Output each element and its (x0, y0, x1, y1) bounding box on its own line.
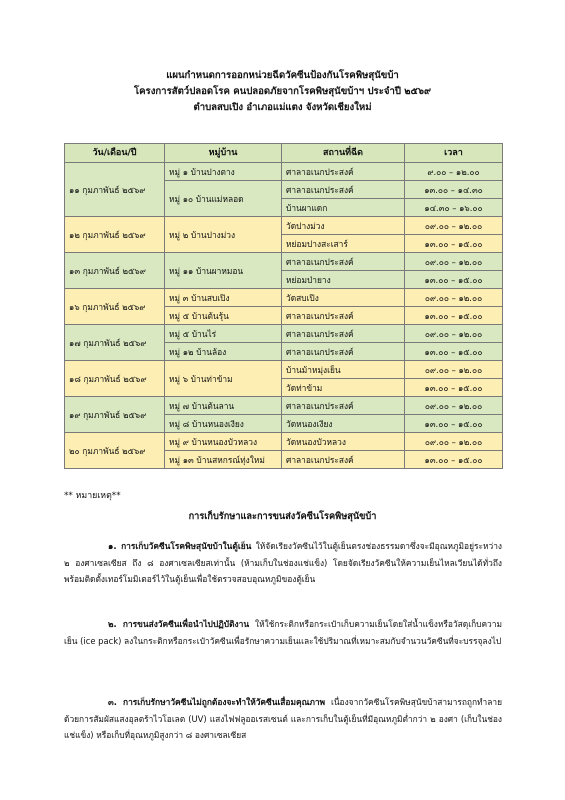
place-cell: ศาลาอเนกประสงค์ (282, 325, 405, 343)
date-cell: ๑๙ กุมภาพันธ์ ๒๕๖๙ (65, 397, 165, 433)
time-cell: ๑๓.๐๐ – ๑๕.๐๐ (405, 307, 503, 325)
place-cell: บ้านม้าหมุ่งเย็น (282, 361, 405, 379)
table-row (65, 433, 503, 451)
village-cell: หมู่ ๑๑ บ้านผาหมอน (165, 253, 282, 289)
paragraph-lead: ๓. การเก็บรักษาวัคซีนไม่ถูกต้องจะทำให้วัคซีนเสื่อมคุณภาพ (108, 697, 326, 708)
place-cell: ศาลาอเนกประสงค์ (282, 181, 405, 199)
column-header-village: หมู่บ้าน (165, 144, 282, 163)
village-cell: หมู่ ๑๒ บ้านล้อง (165, 343, 282, 361)
date-cell: ๑๓ กุมภาพันธ์ ๒๕๖๙ (65, 253, 165, 289)
place-cell: วัดหนองบัวหลวง (282, 433, 405, 451)
place-cell: ศาลาอเนกประสงค์ (282, 343, 405, 361)
place-cell: วัดปางม่วง (282, 217, 405, 235)
time-cell: ๑๔.๓๐ – ๑๖.๐๐ (405, 199, 503, 217)
village-cell: หมู่ ๖ บ้านท่าข้าม (165, 361, 282, 397)
paragraph-transport (64, 616, 502, 649)
village-cell: หมู่ ๗ บ้านต้นลาน (165, 397, 282, 415)
place-cell: วัดหนองเงียง (282, 415, 405, 433)
village-cell: หมู่ ๒ บ้านปางม่วง (165, 217, 282, 253)
place-cell: บ้านผาแดก (282, 199, 405, 217)
village-cell: หมู่ ๘ บ้านหนองเงียง (165, 415, 282, 433)
place-cell: วัดท่าข้าม (282, 379, 405, 397)
date-cell: ๑๗ กุมภาพันธ์ ๒๕๖๙ (65, 325, 165, 361)
time-cell: ๑๓.๐๐ – ๑๕.๐๐ (405, 415, 503, 433)
paragraph-text: ให้จัดเรียงวัคซีนไว้ในตู้เย็นตรงช่องธรรมดาซึ่งจะมีอุณหภูมิอยู่ระหว่าง ๒ องศาเซลเซียส ถึง ๘ องศาเซลเซียสเท่านั้น (ห้ามเก็บในช่องแช่แข็ง) โดยจัดเรียงวัคซีนให้ความเย็นไหลเวียนได้ทั่วถึง พร้อมติดตั้งเทอร์โมมิเตอร์ไว้ในตู้เย็นเพื่อใช้ตรวจสอบอุณหภูมิของตู้เย็น (64, 541, 502, 585)
table-row (65, 325, 503, 343)
time-cell: ๑๓.๐๐ – ๑๕.๐๐ (405, 379, 503, 397)
time-cell: ๐๙.๐๐ – ๑๒.๐๐ (405, 433, 503, 451)
column-header-time: เวลา (405, 144, 503, 163)
project-title: โครงการสัตว์ปลอดโรค คนปลอดภัยจากโรคพิษสุนัขบ้าฯ ประจำปี ๒๕๖๙ (133, 86, 432, 97)
table-row (65, 163, 503, 181)
table-row (65, 253, 503, 271)
paragraph-lead: ๑. การเก็บวัคซีนโรคพิษสุนัขบ้าในตู้เย็น (108, 541, 252, 552)
place-cell: ศาลาอเนกประสงค์ (282, 451, 405, 469)
time-cell: ๐๙.๐๐ – ๑๒.๐๐ (405, 361, 503, 379)
date-cell: ๒๐ กุมภาพันธ์ ๒๕๖๙ (65, 433, 165, 469)
village-cell: หมู่ ๑ บ้านปางตาง (165, 163, 282, 181)
time-cell: ๑๓.๐๐ – ๑๔.๓๐ (405, 181, 503, 199)
date-cell: ๑๘ กุมภาพันธ์ ๒๕๖๙ (65, 361, 165, 397)
village-cell: หมู่ ๙ บ้านหนองบัวหลวง (165, 433, 282, 451)
place-cell: ศาลาอเนกประสงค์ (282, 163, 405, 181)
time-cell: ๐๙.๐๐ – ๑๒.๐๐ (405, 325, 503, 343)
time-cell: ๑๓.๐๐ – ๑๕.๐๐ (405, 451, 503, 469)
document-title: แผนกำหนดการออกหน่วยฉีดวัคซีนป้องกันโรคพิษสุนัขบ้า (166, 70, 399, 81)
paragraph-text: เนื่องจากวัคซีนโรคพิษสุนัขบ้าสามารถถูกทำลายด้วยการสัมผัสแสงอุลตร้าไวโอเลต (UV) แสงไฟฟลูออเรสเซนต์ และการเก็บในตู้เย็นที่มีอุณหภูมิต่ำกว่า ๒ องศา (เก็บในช่องแช่แข็ง) หรือเก็บที่อุณหภูมิสูงกว่า ๘ องศาเซลเซียส (64, 697, 502, 741)
table-row (65, 361, 503, 379)
location-title: ตำบลสบเปิง อำเภอแม่แตง จังหวัดเชียงใหม่ (193, 102, 372, 113)
paragraph-improper-storage (64, 694, 502, 744)
time-cell: ๐๙.๐๐ – ๑๒.๐๐ (405, 253, 503, 271)
time-cell: ๙.๐๐ – ๑๒.๐๐ (405, 163, 503, 181)
place-cell: ศาลาอเนกประสงค์ (282, 397, 405, 415)
paragraph-text: ให้ใช้กระติกหรือกระเป๋าเก็บความเย็นโดยใส่น้ำแข็งหรือวัสดุเก็บความเย็น (ice pack) ลงในกระติกหรือกระเป๋าวัคซีนเพื่อรักษาความเย็นและใช้ปริมาณที่เหมาะสมกับจำนวนวัคซีนที่จะบรรจุลงไป (64, 619, 502, 646)
place-cell: วัดสบเปิง (282, 289, 405, 307)
table-row (65, 217, 503, 235)
section-title: การเก็บรักษาและการขนส่งวัคซีนโรคพิษสุนัขบ้า (188, 511, 377, 522)
paragraph-storage (64, 538, 502, 588)
table-row (65, 397, 503, 415)
remark-label: ** หมายเหตุ** (64, 491, 121, 501)
place-cell: ศาลาอเนกประสงค์ (282, 307, 405, 325)
village-cell: หมู่ ๕ บ้านต้นรุ้น (165, 307, 282, 325)
table-body (65, 163, 503, 469)
paragraph-lead: ๒. การขนส่งวัคซีนเพื่อนำไปปฏิบัติงาน (108, 619, 250, 630)
village-cell: หมู่ ๕ บ้านไร่ (165, 325, 282, 343)
date-cell: ๑๒ กุมภาพันธ์ ๒๕๖๙ (65, 217, 165, 253)
village-cell: หมู่ ๓ บ้านสบเปิง (165, 289, 282, 307)
column-header-date: วัน/เดือน/ปี (65, 144, 165, 163)
time-cell: ๐๙.๐๐ – ๑๒.๐๐ (405, 397, 503, 415)
village-cell: หมู่ ๑๐ บ้านแม่หลอด (165, 181, 282, 217)
place-cell: ศาลาอเนกประสงค์ (282, 253, 405, 271)
time-cell: ๑๓.๐๐ – ๑๕.๐๐ (405, 343, 503, 361)
place-cell: หย่อมปางสะเสาร์ (282, 235, 405, 253)
place-cell: หย่อมป่ายาง (282, 271, 405, 289)
date-cell: ๑๖ กุมภาพันธ์ ๒๕๖๙ (65, 289, 165, 325)
date-cell: ๑๑ กุมภาพันธ์ ๒๕๖๙ (65, 163, 165, 217)
vaccination-schedule-table (64, 143, 503, 469)
time-cell: ๐๙.๐๐ – ๑๒.๐๐ (405, 217, 503, 235)
column-header-place: สถานที่ฉีด (282, 144, 405, 163)
time-cell: ๑๓.๐๐ – ๑๕.๐๐ (405, 235, 503, 253)
table-header-row (65, 144, 503, 163)
time-cell: ๐๙.๐๐ – ๑๒.๐๐ (405, 289, 503, 307)
table-row (65, 289, 503, 307)
village-cell: หมู่ ๑๓ บ้านสหกรณ์ทุ่งใหม่ (165, 451, 282, 469)
time-cell: ๑๓.๐๐ – ๑๕.๐๐ (405, 271, 503, 289)
